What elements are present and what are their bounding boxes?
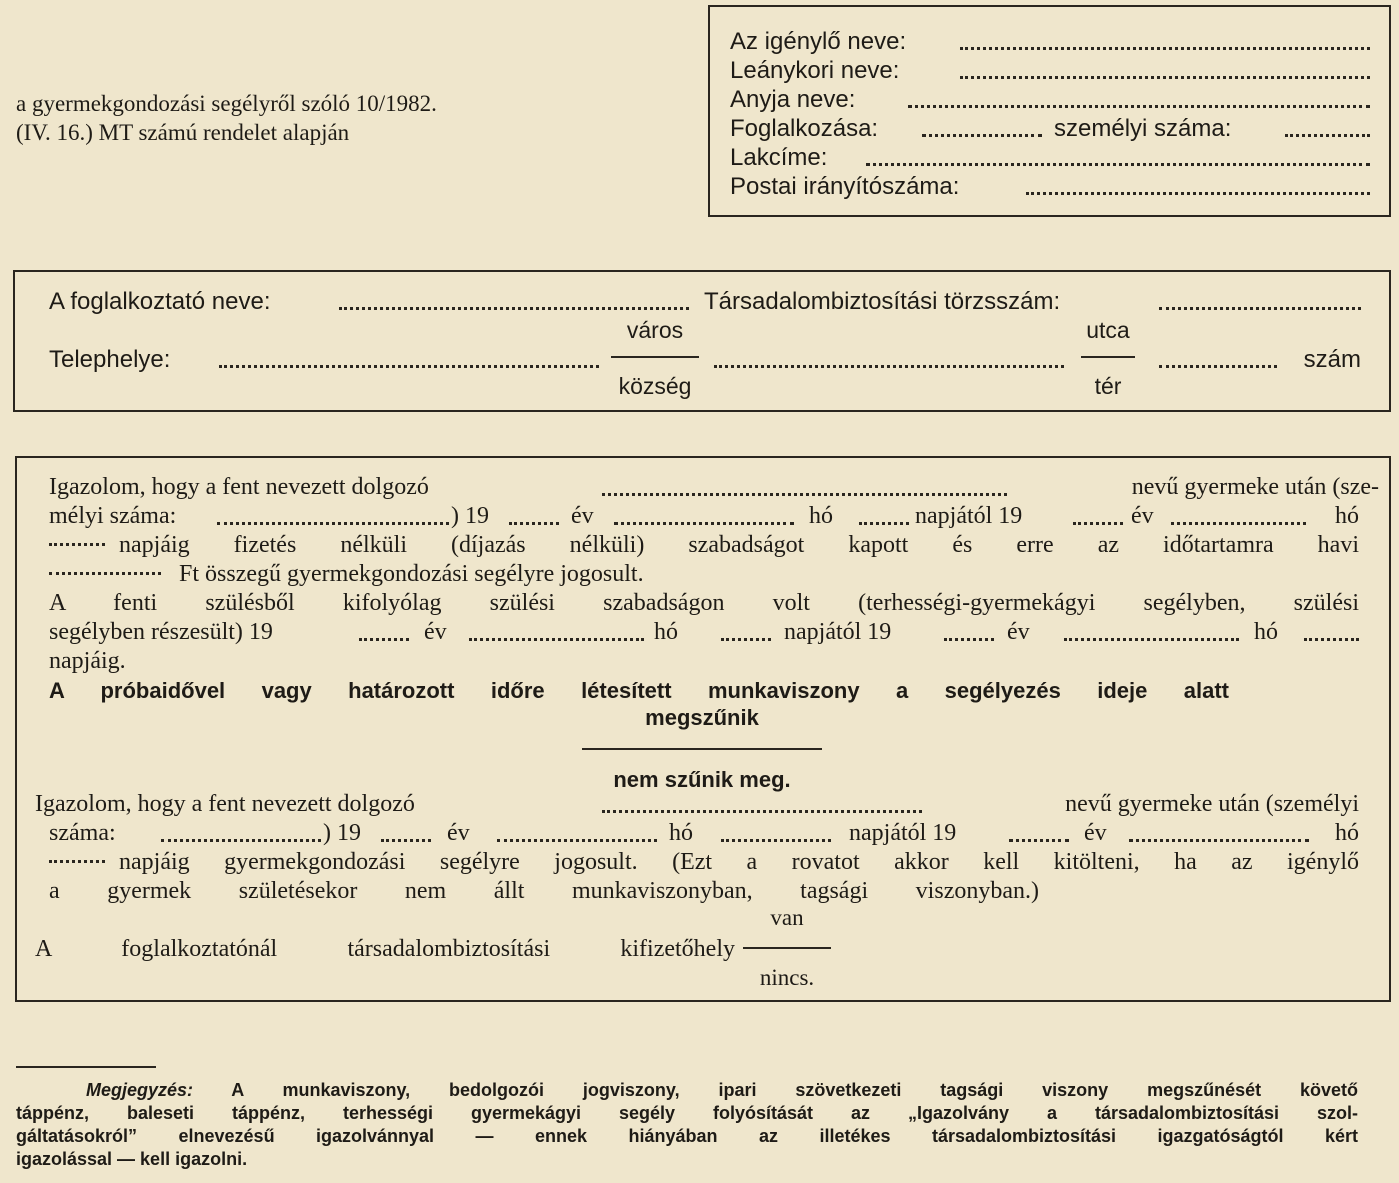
payment-office-fraction-bar <box>743 947 831 949</box>
footnote-rule <box>16 1066 156 1068</box>
p2-ho-1: hó <box>654 619 678 645</box>
p4-ev-1: év <box>447 820 470 846</box>
maiden-name-row <box>730 56 1370 85</box>
p4-l2-year-prefix: ) 19 <box>323 820 361 846</box>
certification-box <box>15 456 1391 1002</box>
decree-line-1: a gyermekgondozási segélyről szóló 10/1982. <box>16 91 437 116</box>
p2-line-1: A fenti szülésből kifolyólag szülési szabadságon volt (terhességi-gyermekágyi segélyben, szülési <box>49 590 1359 616</box>
employer-row <box>49 287 1361 316</box>
p5-line: A foglalkoztatónál társadalombiztosítási kifizetőhely <box>35 936 735 962</box>
address-label: Lakcíme: <box>730 144 828 171</box>
p4-from-month-field[interactable] <box>497 839 657 842</box>
p2-ev-1: év <box>424 619 447 645</box>
footnote-l1-text: A munkaviszony, bedolgozói jogviszony, ipari szövetkezeti tagsági viszony megszűnését követő <box>231 1080 1358 1100</box>
mother-name-label: Anyja neve: <box>730 86 856 113</box>
p2-from-day-field[interactable] <box>721 638 771 641</box>
p4-ho-2: hó <box>1335 820 1359 846</box>
p4-ho-1: hó <box>669 820 693 846</box>
termination-top: megszűnik <box>645 705 759 730</box>
footnote-label: Megjegyzés: <box>86 1080 194 1100</box>
termination-fraction <box>582 704 822 794</box>
p1-to-day-field[interactable] <box>49 543 105 546</box>
p1-ho-2: hó <box>1335 503 1359 529</box>
p2-from-year-field[interactable] <box>359 638 409 641</box>
applicant-name-field[interactable] <box>960 47 1370 50</box>
street-bottom-label: tér <box>1094 373 1122 399</box>
city-top-label: város <box>626 317 684 343</box>
postal-code-row <box>730 172 1370 201</box>
child-name-field-2[interactable] <box>602 810 922 813</box>
address-field[interactable] <box>866 163 1370 166</box>
p1-line-1 <box>49 473 1379 502</box>
termination-fraction-bar <box>582 748 822 750</box>
p2-line-3: napjáig. <box>49 648 126 674</box>
p2-ev-2: év <box>1007 619 1030 645</box>
p1-from-day-field[interactable] <box>859 522 909 525</box>
insurance-number-field[interactable] <box>1159 307 1361 310</box>
footnote-line-3: gáltatásokról” elnevezésű igazolvánnyal — ennek hiányában az illetékes társadalombiztosítási igazgatóságtól kért <box>16 1126 1358 1146</box>
p4-l3-text: napjáig gyermekgondozási segélyre jogosult. (Ezt a rovatot akkor kell kitölteni, ha az igénylő <box>119 849 1359 875</box>
p1-from-year-field[interactable] <box>509 522 559 525</box>
p2-to-day-field[interactable] <box>1304 638 1359 641</box>
site-label: Telephelye: <box>49 346 171 373</box>
site-row <box>49 345 1361 374</box>
employer-name-field[interactable] <box>339 307 689 310</box>
p2-ho-2: hó <box>1254 619 1278 645</box>
footnote-line-1 <box>86 1079 1358 1102</box>
mother-name-row <box>730 85 1370 114</box>
p2-from-month-field[interactable] <box>469 638 644 641</box>
city-field[interactable] <box>219 365 599 368</box>
p1-l3-text: napjáig fizetés nélküli (díjazás nélküli) szabadságot kapott és erre az időtartamra havi <box>119 532 1359 558</box>
occupation-label: Foglalkozása: <box>730 115 879 142</box>
employer-name-label: A foglalkoztató neve: <box>49 288 271 315</box>
insurance-number-label: Társadalombiztosítási törzsszám: <box>704 288 1061 315</box>
personal-number-field[interactable] <box>1285 134 1370 137</box>
amount-field[interactable] <box>49 572 161 575</box>
occupation-row <box>730 114 1370 143</box>
p3-line-1: A próbaidővel vagy határozott időre létesített munkaviszony a segélyezés ideje alatt <box>49 678 1229 703</box>
p1-l2-year-prefix: ) 19 <box>451 503 489 529</box>
p4-to-year-field[interactable] <box>1009 839 1069 842</box>
p1-line-3 <box>49 531 1359 560</box>
p4-napjatol: napjától 19 <box>849 820 957 846</box>
occupation-field[interactable] <box>922 134 1042 137</box>
applicant-name-label: Az igénylő neve: <box>730 28 907 55</box>
p1-from-month-field[interactable] <box>614 522 794 525</box>
p4-ev-2: év <box>1084 820 1107 846</box>
p2-line-2 <box>49 618 1359 647</box>
number-label: szám <box>1303 346 1361 373</box>
payment-office-bottom: nincs. <box>759 965 815 990</box>
street-top-label: utca <box>1086 317 1130 343</box>
p2-napjatol: napjától 19 <box>784 619 892 645</box>
child-personal-number-field-2[interactable] <box>161 839 321 842</box>
p1-to-year-field[interactable] <box>1073 522 1123 525</box>
p4-l1-tail: nevű gyermeke után (személyi <box>1065 791 1359 817</box>
p2-to-year-field[interactable] <box>944 638 994 641</box>
footnote-line-4: igazolással — kell igazolni. <box>16 1149 248 1169</box>
employer-box <box>13 270 1391 412</box>
p1-line-4 <box>49 560 1359 589</box>
p4-l2-label: száma: <box>49 820 116 846</box>
p4-from-day-field[interactable] <box>721 839 831 842</box>
p4-line-3 <box>49 848 1359 877</box>
postal-code-field[interactable] <box>1026 192 1370 195</box>
p1-l1-tail: nevű gyermeke után (sze- <box>1131 474 1379 500</box>
p1-l4-text: Ft összegű gyermekgondozási segélyre jogosult. <box>179 561 644 587</box>
p1-to-month-field[interactable] <box>1171 522 1306 525</box>
applicant-name-row <box>730 27 1370 56</box>
p4-from-year-field[interactable] <box>381 839 431 842</box>
p4-line-4: a gyermek születésekor nem állt munkaviszonyban, tagsági viszonyban.) <box>49 878 1039 904</box>
payment-office-top: van <box>770 905 804 930</box>
child-personal-number-field-1[interactable] <box>217 522 449 525</box>
p4-line-1 <box>35 790 1359 819</box>
maiden-name-field[interactable] <box>960 76 1370 79</box>
maiden-name-label: Leánykori neve: <box>730 57 900 84</box>
payment-office-fraction <box>737 904 837 992</box>
p1-napjatol: napjától 19 <box>915 503 1023 529</box>
p1-line-2 <box>49 502 1359 531</box>
house-number-field[interactable] <box>1159 365 1277 368</box>
personal-number-label: személyi száma: <box>1054 115 1232 142</box>
p2-to-month-field[interactable] <box>1064 638 1239 641</box>
p4-line-2 <box>49 819 1359 848</box>
p1-ev-1: év <box>571 503 594 529</box>
city-bottom-label: község <box>618 373 692 399</box>
decree-line-2: (IV. 16.) MT számú rendelet alapján <box>16 120 350 145</box>
p4-to-day-field[interactable] <box>49 860 105 863</box>
p1-l1-text: Igazolom, hogy a fent nevezett dolgozó <box>49 474 429 500</box>
p4-to-month-field[interactable] <box>1129 839 1309 842</box>
applicant-box <box>708 5 1391 217</box>
p1-ev-2: év <box>1131 503 1154 529</box>
postal-code-label: Postai irányítószáma: <box>730 173 960 200</box>
address-row <box>730 143 1370 172</box>
child-name-field-1[interactable] <box>602 493 1007 496</box>
p1-l2-label: mélyi száma: <box>49 503 177 529</box>
p2-l2-text: segélyben részesült) 19 <box>49 619 273 645</box>
p4-l1-text: Igazolom, hogy a fent nevezett dolgozó <box>35 791 415 817</box>
mother-name-field[interactable] <box>908 105 1370 108</box>
termination-bottom: nem szűnik meg. <box>613 767 791 792</box>
p1-ho-1: hó <box>809 503 833 529</box>
street-name-field[interactable] <box>714 365 1064 368</box>
footnote-line-2: táppénz, baleseti táppénz, terhességi gyermekágyi segély folyósítását az „Igazolvány a társadalombiztosítási szol- <box>16 1103 1358 1123</box>
